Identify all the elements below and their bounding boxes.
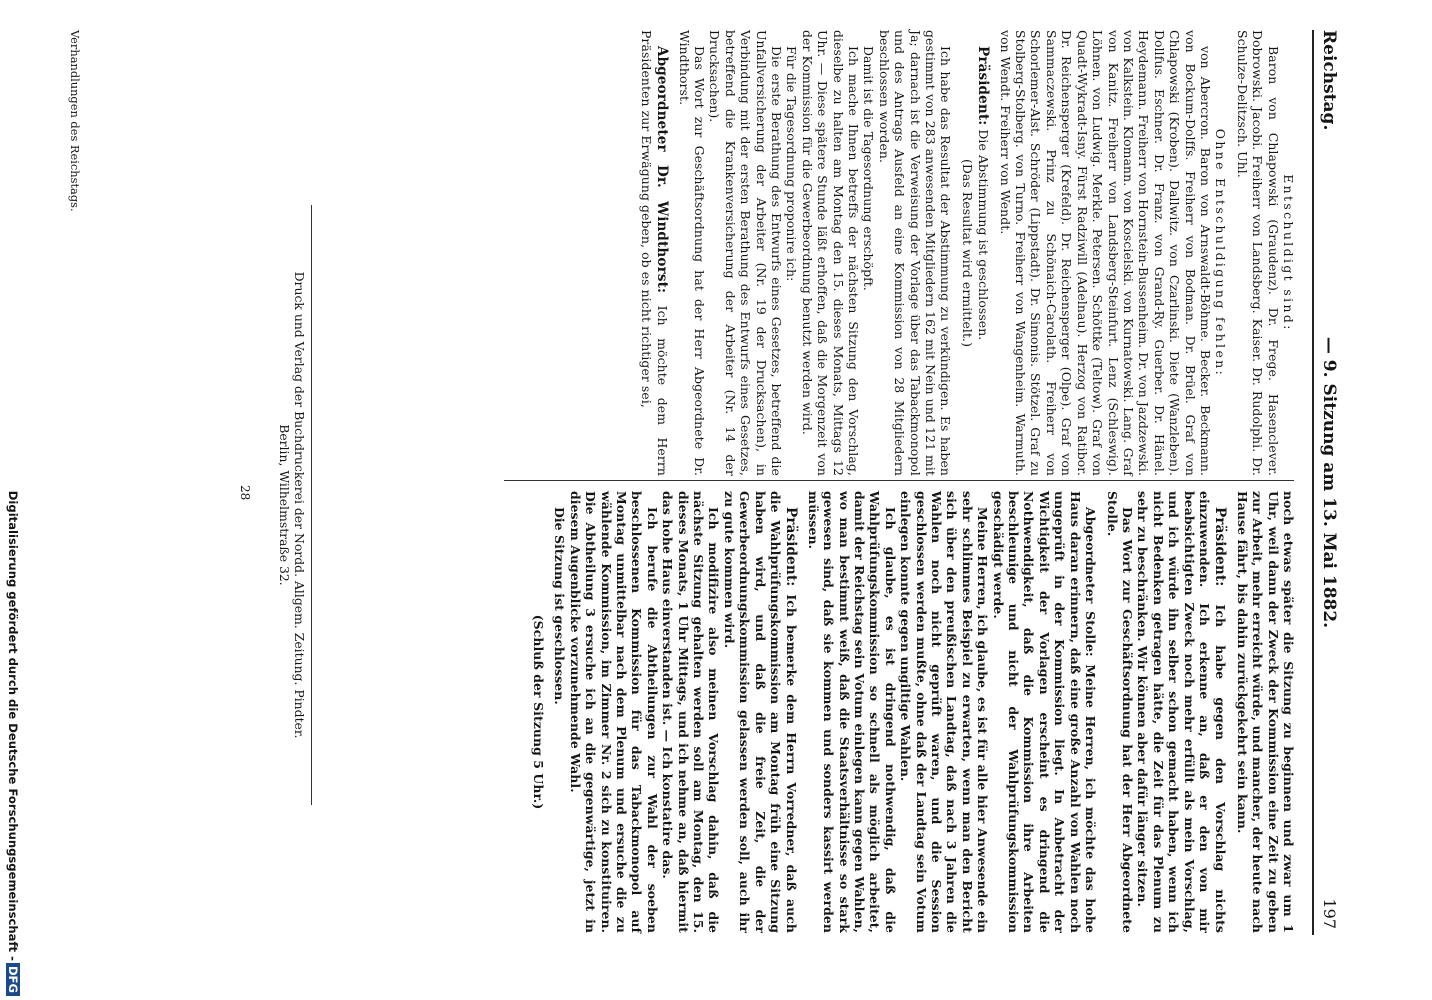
- unexcused-list: von Abercron. Baron von Arnswaldt-Böhme. Becker. Beckmann. von Bockum-Dolffs. Freiherr von Bodman. Dr. Brüel. Graf von Chlapowski (Kroben). Dallwitz. von Czarlinski. Diete (Wanzleben). Dollfus. Eschner. Dr. Franz. von Grand-Ry. Guerber. Dr. Hänel. Heydemann. Freiherr von Hornstein-Bussenheim. Dr. von Jazdzewski. von Kalkstein. Klomann. von Koscielski. von Kurnatowski. Lang. Graf von Kanitz. Freiherr von Landsberg-Steinfurt. Lenz (Schleswig). Löhnen. von Ludwig. Merkle. Petersen. Schöttke (Teltow). Graf von Quadt-Wykradt-Isny. Fürst Radziwill (Adelnau). Herzog von Ratibor. Dr. Reichensperger (Krefeld). Dr. Reichensperger (Olpe). Graf von Sammaczewski. Prinz zu Schönaich-Carolath. Freiherr von Schorlemer-Alst. Schröder (Lippstadt). Dr. Simonis. Stötzel. Graf zu Stolberg-Stolberg. von Turno. Freiherr von Wangenheim. Warmuth. von Wendt. Freiherr von Wendt.: [997, 30, 1213, 476]
- digitization-notice: [6, 0, 20, 1000]
- unexcused-heading: Ohne Entschuldigung fehlen:: [1213, 128, 1229, 378]
- dfg-notice-text: Digitalisierung gefördert durch die Deutsche Forschungsgemeinschaft -: [6, 490, 20, 961]
- column-divider: [504, 480, 1294, 481]
- header-title: — 9. Sitzung am 13. Mai 1882.: [1319, 336, 1339, 629]
- paragraph-windthorst: [638, 30, 670, 476]
- speaker-president: Präsident:: [1212, 507, 1229, 587]
- paragraph-stolle-2: Meine Herren, ich glaube, es ist für alle hier Anwesende ein sehr schlimmes Beispiel zu erwarten, wenn man den Bericht sich über den preußischen Landtag, daß nach 3 Jahren die Wahlen noch nicht geprüft waren, und die Session geschlossen werden mußte, ohne daß der Landtag sein Votum einlegen konnte gegen ungiltige Wahlen.: [898, 491, 991, 933]
- running-header: [1312, 30, 1344, 935]
- column-right: [531, 491, 1297, 933]
- paragraph-stolle: [990, 491, 1098, 933]
- paragraph-result-note: (Das Resultat wird ermittelt.): [959, 158, 975, 348]
- paragraph-text: Die Abstimmung ist geschlossen.: [976, 129, 992, 341]
- paragraph-president-1: [975, 30, 991, 476]
- header-page-number: 197: [1320, 898, 1339, 929]
- paragraph-text: Ich möchte dem Herrn Präsidenten zur Erwägung geben, ob es nicht richtiger sei,: [638, 30, 671, 476]
- printer-imprint: [277, 205, 312, 805]
- excused-heading: Entschuldigt sind:: [1281, 174, 1296, 332]
- sheet-number: 28: [238, 485, 252, 501]
- paragraph-president-2: [1135, 491, 1228, 933]
- paragraph-end-note: (Schluß der Sitzung 5 Uhr.): [530, 614, 546, 810]
- dfg-logo-badge: DFG: [6, 963, 20, 996]
- paragraph-agenda-exhausted: Damit ist die Tagesordnung erschöpft.: [861, 46, 877, 291]
- paragraph-windthorst-continued: noch etwas später die Sitzung zu beginnen und zwar um 1 Uhr, weil dann der Zweck der Kommission eine Zeit zu geben zur Arbeit, mehr erreicht würde, und mancher, der heute nach Hause fährt, bis dahin zurückgekehrt sein kann.: [1234, 491, 1296, 933]
- paragraph-session-closed: Die Sitzung ist geschlossen.: [552, 507, 568, 705]
- imprint-line-1: Druck und Verlag der Buchdruckerei der Nordd. Allgem. Zeitung. Pindter.: [292, 271, 307, 739]
- paragraph-text: Ich bemerke dem Herrn Vorredner, daß auch die Wahlprüfungskommission am Montag früh eine Sitzung haben wird, und daß die freie Zeit, die der Gewerbeordnungskommission gelassen werden soll, auch ihr zu gute kommen wird.: [721, 491, 800, 933]
- footnote: Verhandlungen des Reichstags.: [68, 30, 82, 212]
- column-left: [638, 30, 1296, 476]
- paragraph-first-reading: Die erste Berathung des Entwurfs eines Gesetzes, betreffend die Unfallversicherung der Arbeiter (Nr. 19 der Drucksachen), in Verbindung mit der ersten Berathung des Entwurfs eines Gesetzes, betreffend die Krankenversicherung der Arbeiter (Nr. 14 der Drucksachen).: [707, 30, 784, 476]
- paragraph-committee-call: Ich berufe die Abtheilungen zur Wahl der soeben beschlossenen Kommission für das Tabackmonopol auf Montag unmittelbar nach dem Plenum und ersuche die zu wählende Kommission, im Zimmer Nr. 2 sich zu konstituiren. Die Abtheilung 3 ersuche ich an die gegenwärtige, jetzt in diesem Augenblicke vorzunehmende Wahl.: [567, 491, 660, 933]
- paragraph-vote-result: Ich habe das Resultat der Abstimmung zu verkündigen. Es haben gestimmt von 283 anwesenden Mitgliedern 162 mit Nein und 121 mit Ja; darnach ist die Verweisung der Vorlage über das Tabackmonopol und des Antrags Ausfeld an eine Kommission von 28 Mitgliedern beschlossen worden.: [876, 30, 954, 476]
- speaker-stolle: Abgeordneter Stolle:: [1083, 507, 1099, 657]
- paragraph-modified-proposal: Ich modifizire also meinen Vorschlag dahin, daß die nächste Sitzung gehalten werden soll am Montag, den 15. dieses Monats, 1 Uhr Mittags, und ich nehme an, daß hiermit das hohe Haus einverstanden ist. — Ich konstatire das.: [660, 491, 722, 933]
- speaker-windthorst: Abgeordneter Dr. Windthorst:: [654, 46, 671, 294]
- paragraph-text: Meine Herren, ich möchte das hohe Haus daran erinnern, daß eine große Anzahl von Wahlen noch ungeprüft in der Kommission liegt. In Anbetracht der Wichtigkeit der Vorlagen erscheint es dringend die Nothwendigkeit, daß die Kommission ihre Arbeiten beschleunige und nicht der Wahlprüfungskommission geschädigt werde.: [990, 491, 1099, 933]
- paragraph-next-session: Ich mache Ihnen betreffs der nächsten Sitzung den Vorschlag, dieselbe zu halten am Montag den 15. dieses Monats, Mittags 12 Uhr. — Diese spätere Stunde läßt erhoffen, daß die Morgenzeit von der Kommission für die Gewerbeordnung benutzt werden wird.: [799, 30, 862, 476]
- excused-list: Baron von Chlapowski (Graudenz). Dr. Frege. Hasenclever. Dobrowski. Jacobi. Freiherr von Landsberg. Kaiser. Dr. Rudolphi. Dr. Schulze-Delitzsch. Uhl.: [1234, 30, 1281, 476]
- paragraph-floor-stolle: Das Wort zur Geschäftsordnung hat der Herr Abgeordnete Stolle.: [1104, 491, 1135, 933]
- speaker-president: Präsident:: [783, 507, 800, 587]
- paragraph-floor-windthorst: Das Wort zur Geschäftsordnung hat der Herr Abgeordnete Dr. Windthorst.: [676, 30, 707, 476]
- paragraph-president-3: [721, 491, 799, 933]
- paragraph-agenda-proposal: Für die Tagesordnung proponire ich:: [784, 46, 800, 282]
- header-left: Reichstag.: [1319, 30, 1339, 131]
- paragraph-stolle-3: Ich glaube, es ist dringend nothwendig, daß die Wahlprüfungskommission so schnell als möglich arbeitet, damit der Reichstag sein Votum einlegen kann gegen Wahlen, wo man bestimmt weiß, daß die Staatsverhältnisse so stark gewesen sind, daß sie kommen und sonders kassirt werden müssen.: [805, 491, 898, 933]
- imprint-line-2: Berlin, Wilhelmstraße 32.: [277, 424, 292, 586]
- paragraph-text: Ich habe gegen den Vorschlag nichts einzuwenden. Ich erkenne an, daß er den von mir beabsichtigten Zweck noch mehr erfüllt als mein Vorschlag, und ich würde ihn selber schon gemacht haben, wenn ich nicht Bedenken getragen hätte, die Zeit für das Plenum zu sehr zu beschränken. Wir können aber dafür länger sitzen.: [1135, 491, 1229, 933]
- speaker-president: Präsident:: [975, 46, 992, 126]
